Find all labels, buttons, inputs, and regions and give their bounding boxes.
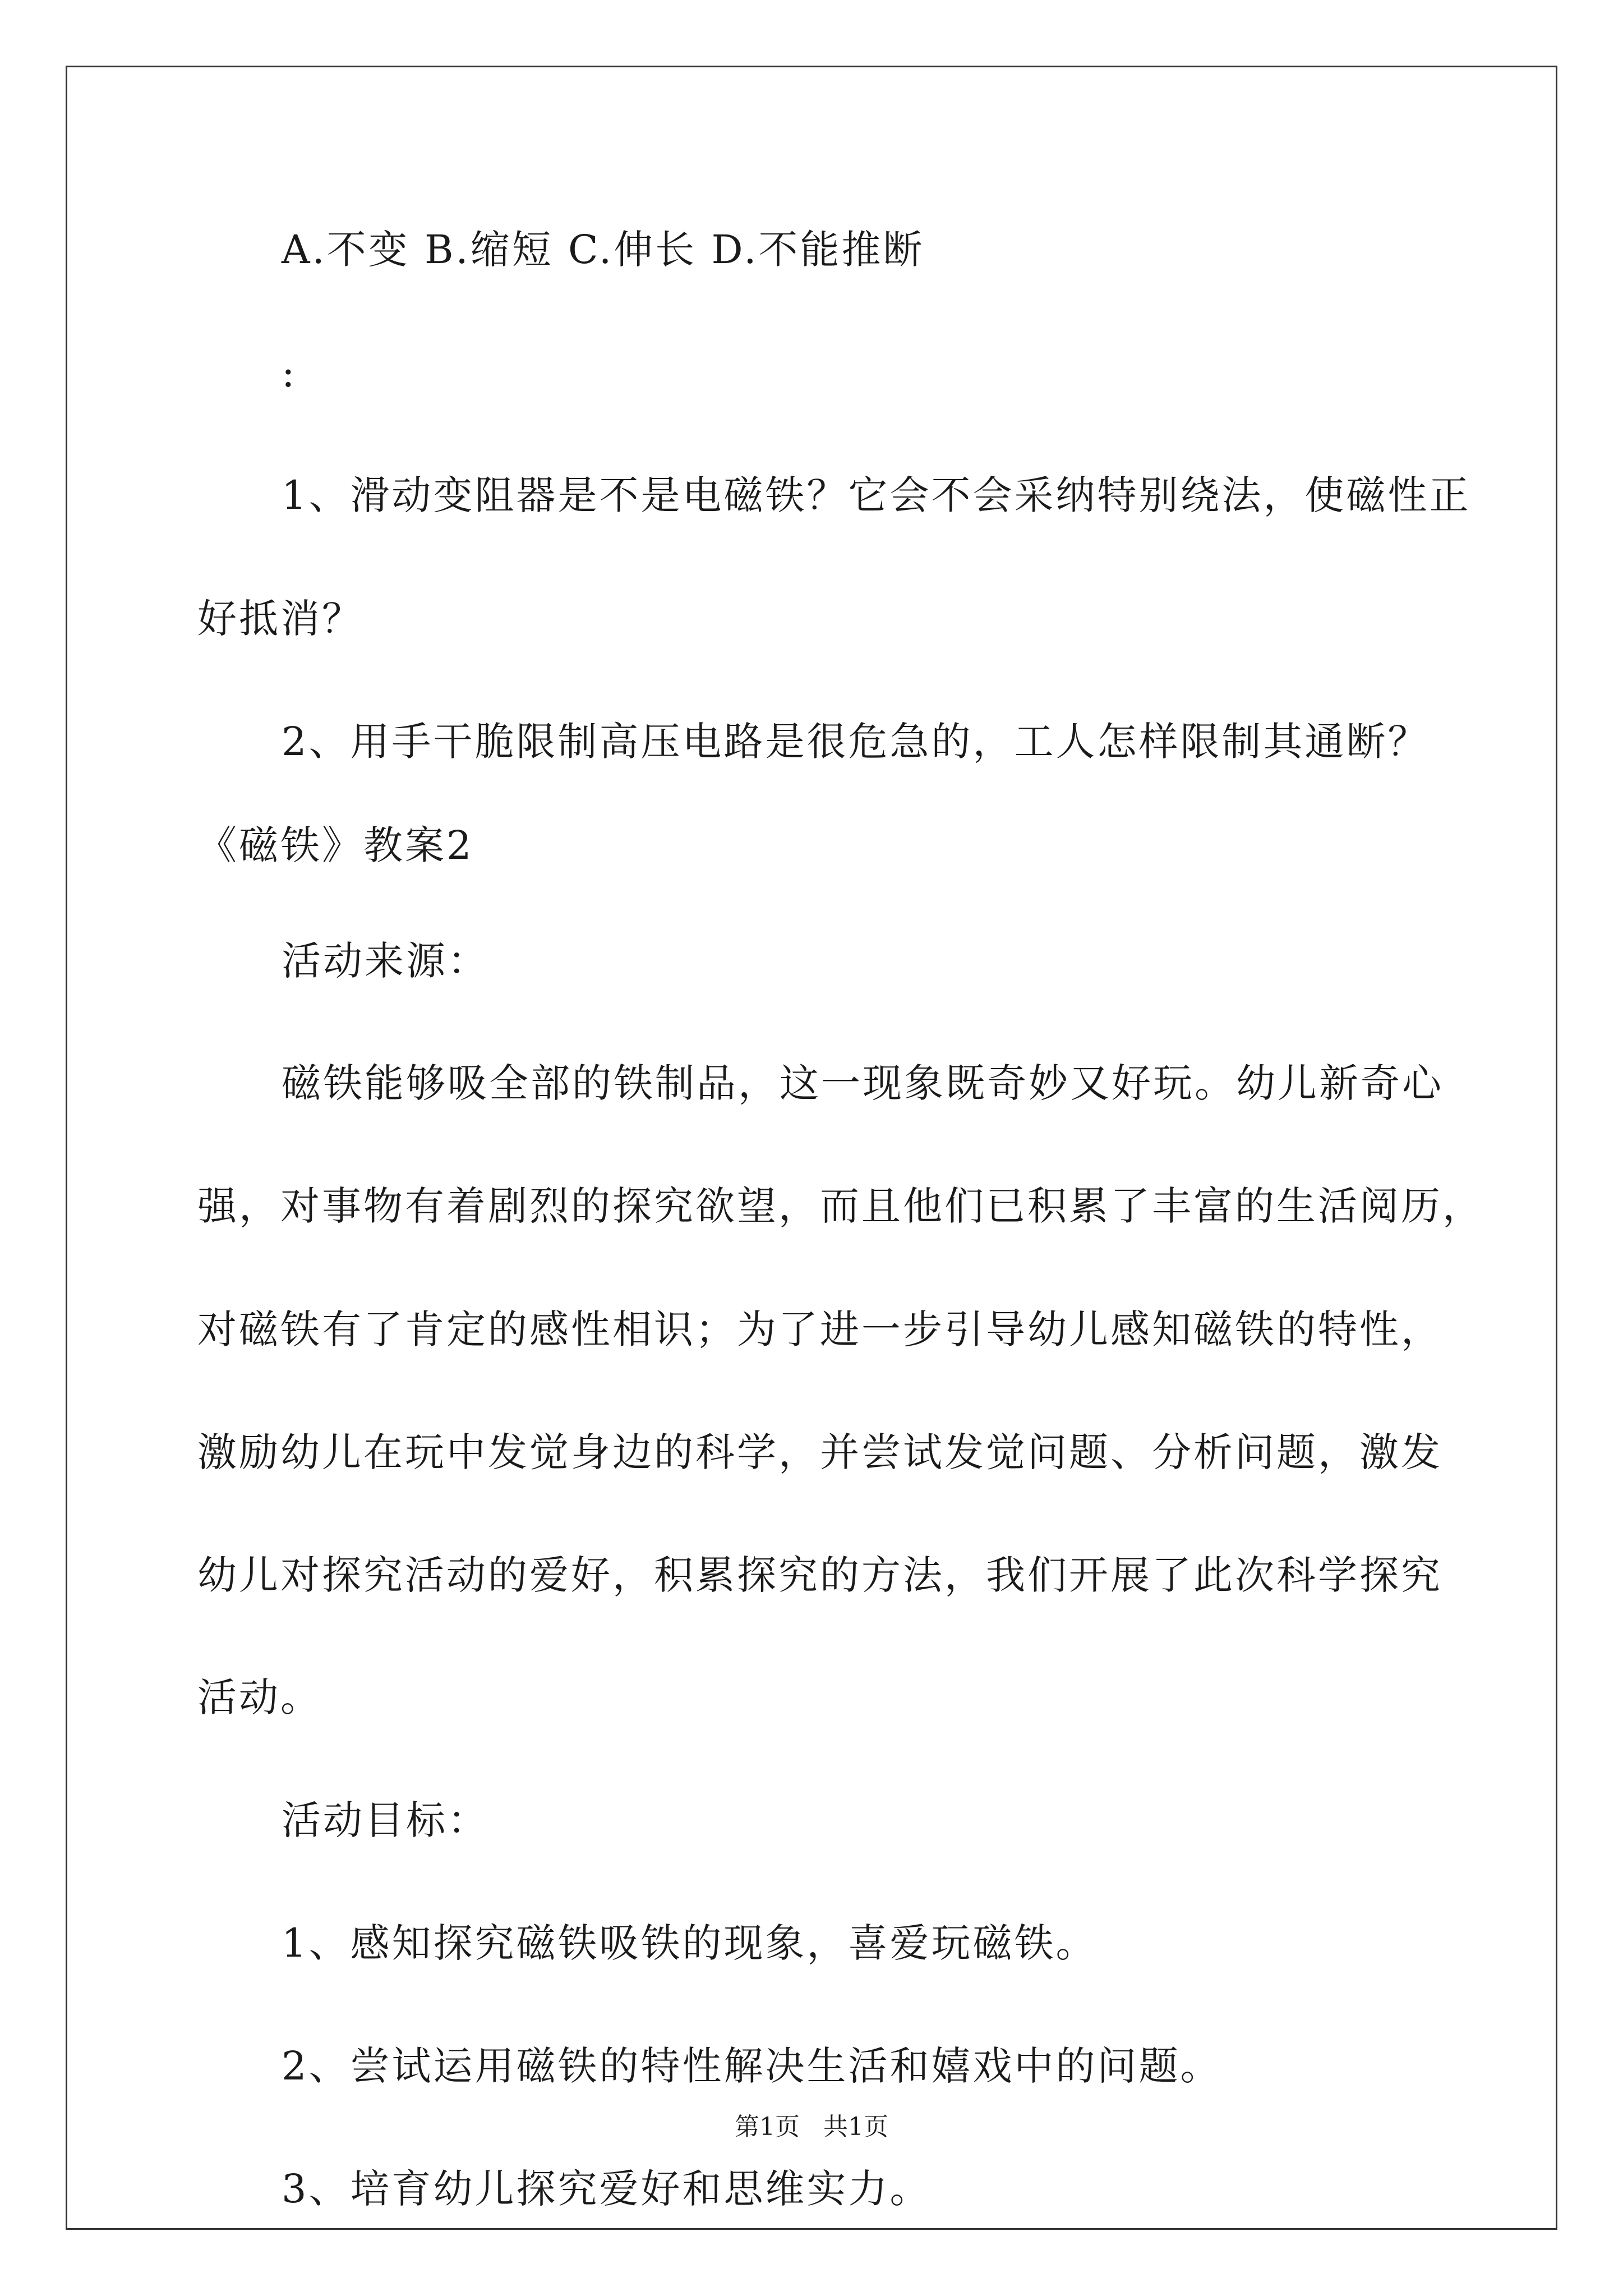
activity-source-heading: 活动来源：: [282, 938, 489, 984]
question-2: 2、用手干脆限制高压电路是很危急的，工人怎样限制其通断？: [282, 719, 1430, 765]
paragraph-line-2: 强，对事物有着剧烈的探究欲望，而且他们已积累了丰富的生活阅历，: [197, 1183, 1484, 1229]
paragraph-line-5: 幼儿对探究活动的爱好，积累探究的方法，我们开展了此次科学探究: [197, 1552, 1442, 1598]
paragraph-line-6: 活动。: [197, 1674, 322, 1720]
goal-1: 1、感知探究磁铁吸铁的现象，喜爱玩磁铁。: [282, 1920, 1098, 1966]
page-footer: 第1页 共1页: [735, 2113, 888, 2141]
question-1-line-1: 1、滑动变阻器是不是电磁铁？它会不会采纳特别绕法，使磁性正: [282, 472, 1471, 518]
paragraph-line-3: 对磁铁有了肯定的感性相识；为了进一步引导幼儿感知磁铁的特性，: [197, 1306, 1442, 1352]
options-line: A.不变 B.缩短 C.伸长 D.不能推断: [282, 227, 925, 273]
paragraph-line-1: 磁铁能够吸全部的铁制品，这一现象既奇妙又好玩。幼儿新奇心: [282, 1060, 1444, 1106]
question-1-line-2: 好抵消？: [197, 596, 363, 642]
activity-goals-heading: 活动目标：: [282, 1797, 489, 1843]
goal-3: 3、培育幼儿探究爱好和思维实力。: [282, 2166, 932, 2212]
section-title: 《磁铁》教案2: [197, 822, 474, 868]
goal-2: 2、尝试运用磁铁的特性解决生活和嬉戏中的问题。: [282, 2043, 1222, 2089]
paragraph-line-4: 激励幼儿在玩中发觉身边的科学，并尝试发觉问题、分析问题，激发: [197, 1429, 1442, 1475]
colon-line: :: [282, 350, 297, 396]
